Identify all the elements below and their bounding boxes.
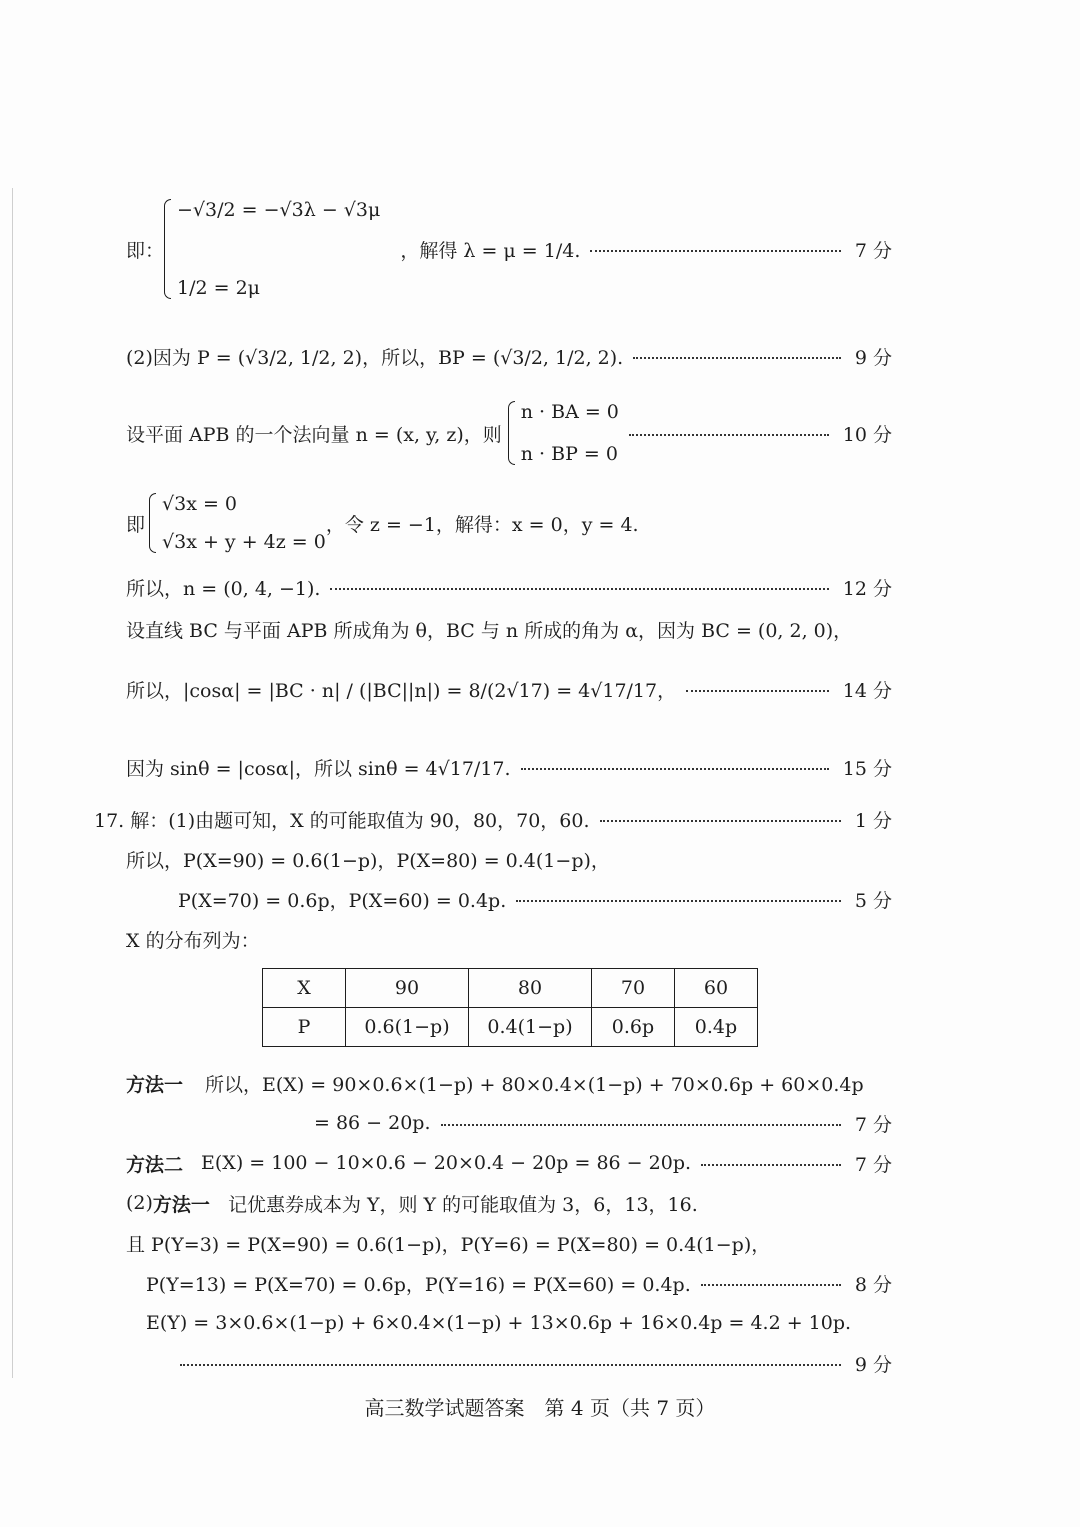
answer-line-11 — [178, 884, 892, 914]
method-label: 方法一 — [152, 1193, 210, 1216]
answer-line-15 — [126, 1148, 892, 1178]
page-edge-line — [12, 188, 13, 1378]
line-text: 所以，n = (0, 4, −1). — [126, 577, 321, 600]
line-text: 设直线 BC 与平面 APB 所成角为 θ，BC 与 n 所成的角为 α，因为 BC = (0, 2, 0)， — [126, 619, 853, 642]
line-text: 且 P(Y=3) = P(X=90) = 0.6(1−p)，P(Y=6) = P(X=80) = 0.4(1−p)， — [126, 1233, 771, 1256]
score: 10 分 — [842, 423, 892, 446]
system-row: n · BA = 0 — [520, 401, 619, 423]
system-row: 1/2 = 2μ — [177, 277, 261, 299]
equation-system — [508, 401, 619, 465]
table-cell: 0.4p — [675, 1008, 758, 1047]
table-cell: 0.6(1−p) — [346, 1008, 469, 1047]
line-text: P(Y=13) = P(X=70) = 0.6p，P(Y=16) = P(X=60) = 0.4p. — [146, 1273, 691, 1296]
answer-line-2 — [126, 334, 892, 378]
table-cell: 80 — [469, 969, 592, 1008]
score: 7 分 — [854, 1153, 892, 1176]
line-text: 设平面 APB 的一个法向量 n = (x, y, z)，则 — [126, 423, 502, 446]
score: 8 分 — [854, 1273, 892, 1296]
line-text: 记优惠券成本为 Y，则 Y 的可能取值为 3，6，13，16. — [227, 1193, 698, 1216]
answer-line-6 — [126, 614, 892, 644]
score: 7 分 — [854, 239, 892, 262]
score: 15 分 — [842, 757, 892, 780]
line-text: 因为 sinθ = |cosα|，所以 sinθ = 4√17/17. — [126, 757, 511, 780]
line-text: E(Y) = 3×0.6×(1−p) + 6×0.4×(1−p) + 13×0.6p + 16×0.4p = 4.2 + 10p. — [146, 1312, 852, 1334]
score: 9 分 — [854, 346, 892, 369]
table-cell: 0.4(1−p) — [469, 1008, 592, 1047]
system-row: √3x = 0 — [162, 493, 238, 515]
score: 7 分 — [854, 1113, 892, 1136]
page-footer: 高三数学试题答案 第 4 页（共 7 页） — [364, 1396, 716, 1420]
answer-line-9 — [94, 804, 892, 834]
answer-line-3 — [126, 398, 892, 468]
table-cell: 70 — [592, 969, 675, 1008]
answer-line-20 — [180, 1348, 892, 1378]
score: 12 分 — [842, 577, 892, 600]
answer-line-1 — [126, 196, 892, 302]
line-text: 所以，|cosα| = |BC · n| / (|BC||n|) = 8/(2√17) = 4√17/17， — [126, 679, 677, 702]
table-cell: 90 — [346, 969, 469, 1008]
answer-line-12 — [126, 924, 892, 954]
line-prefix: 即： — [126, 239, 165, 262]
line-text: X 的分布列为： — [126, 929, 260, 952]
answer-line-16 — [126, 1188, 892, 1218]
line-text: P(X=70) = 0.6p，P(X=60) = 0.4p. — [178, 889, 507, 912]
answer-line-8 — [126, 744, 892, 790]
line-text: ，解得 λ = μ = 1/4. — [400, 239, 581, 262]
line-prefix: 即 — [126, 513, 146, 536]
line-text: (2)因为 P = (√3/2, 1/2, 2)，所以，BP = (√3/2, 1/2, 2). — [126, 346, 624, 369]
method-label: 方法一 — [126, 1073, 184, 1096]
answer-line-13 — [126, 1068, 892, 1098]
table-row — [263, 969, 758, 1008]
score: 9 分 — [854, 1353, 892, 1376]
distribution-table — [262, 968, 758, 1047]
answer-line-14 — [314, 1108, 892, 1138]
line-text: 17. 解：(1)由题可知，X 的可能取值为 90，80，70，60. — [94, 809, 590, 832]
line-prefix: (2) — [126, 1192, 153, 1214]
answer-line-7 — [126, 662, 892, 716]
score: 5 分 — [854, 889, 892, 912]
system-row: √3x + y + 4z = 0 — [162, 531, 326, 553]
line-text: 所以，P(X=90) = 0.6(1−p)，P(X=80) = 0.4(1−p)， — [126, 849, 610, 872]
table-row — [263, 1008, 758, 1047]
table-cell: X — [263, 969, 346, 1008]
line-text: 所以，E(X) = 90×0.6×(1−p) + 80×0.4×(1−p) + 70×0.6p + 60×0.4p — [205, 1073, 864, 1096]
equation-system — [149, 493, 326, 553]
answer-line-10 — [126, 844, 892, 874]
answer-line-5 — [126, 572, 892, 602]
answer-line-19 — [146, 1308, 892, 1338]
table-cell: P — [263, 1008, 346, 1047]
table-cell: 0.6p — [592, 1008, 675, 1047]
system-row: n · BP = 0 — [520, 443, 618, 465]
method-label: 方法二 — [126, 1153, 184, 1176]
line-text: = 86 − 20p. — [314, 1112, 431, 1134]
system-row: −√3/2 = −√3λ − √3μ — [177, 199, 381, 221]
score: 1 分 — [854, 809, 892, 832]
line-text: ，令 z = −1，解得：x = 0，y = 4. — [325, 513, 639, 536]
line-text: E(X) = 100 − 10×0.6 − 20×0.4 − 20p = 86 − 20p. — [201, 1152, 692, 1174]
table-cell: 60 — [675, 969, 758, 1008]
score: 14 分 — [842, 679, 892, 702]
equation-system — [164, 199, 380, 299]
answer-line-4 — [126, 490, 892, 556]
answer-line-17 — [126, 1228, 892, 1258]
answer-line-18 — [146, 1268, 892, 1298]
